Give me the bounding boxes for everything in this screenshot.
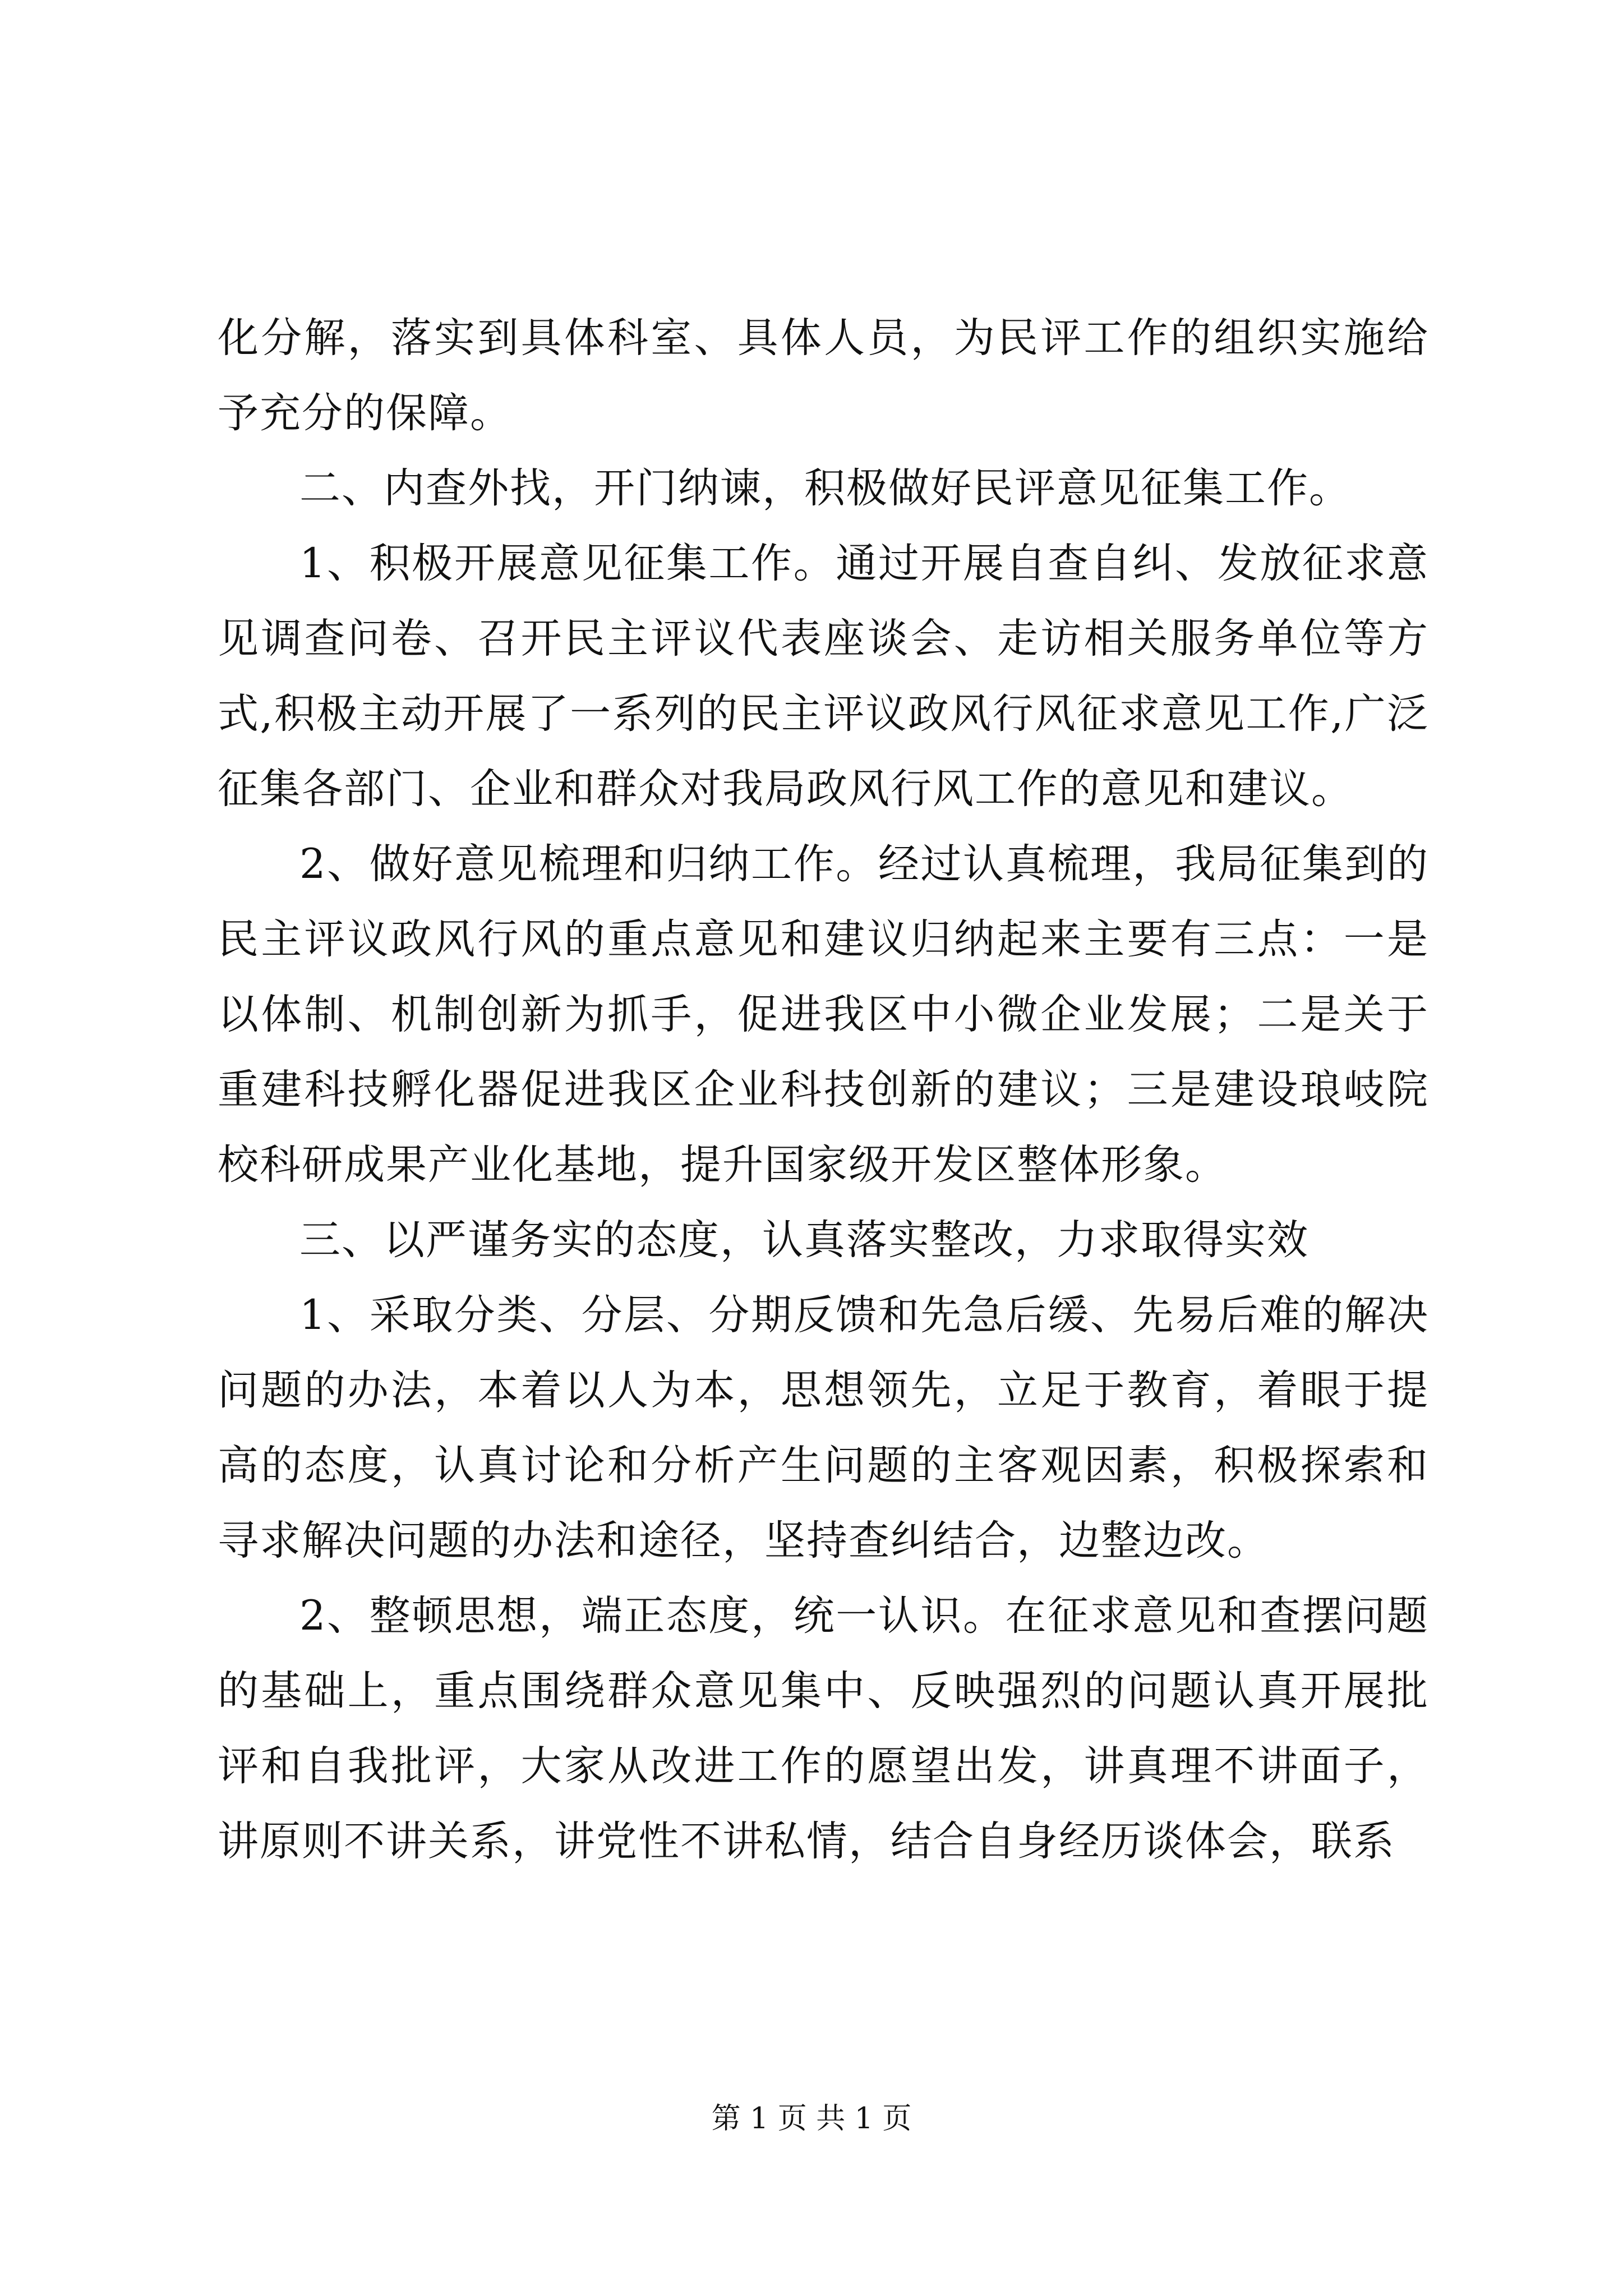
page-footer [0, 2099, 1623, 2138]
paragraph: 1、采取分类、分层、分期反馈和先急后缓、先易后难的解决问题的办法，本着以人为本，思想领先，立足于教育，着眼于提高的态度，认真讨论和分析产生问题的主客观因素，积极探索和寻求解决问题的办法和途径，坚持查纠结合，边整边改。 [218, 1291, 1429, 1565]
paragraph: 2、做好意见梳理和归纳工作。经过认真梳理，我局征集到的民主评议政风行风的重点意见和建议归纳起来主要有三点：一是以体制、机制创新为抓手，促进我区中小微企业发展；二是关于重建科技孵化器促进我区企业科技创新的建议；三是建设琅岐院校科研成果产业化基地，提升国家级开发区整体形象。 [218, 840, 1429, 1189]
section-heading: 二、内查外找，开门纳谏，积极做好民评意见征集工作。 [299, 464, 1351, 512]
page-number-label: 第 1 页 共 1 页 [711, 2102, 912, 2136]
paragraph: 化分解，落实到具体科室、具体人员，为民评工作的组织实施给予充分的保障。 [218, 314, 1429, 437]
paragraph: 2、整顿思想，端正态度，统一认识。在征求意见和查摆问题的基础上，重点围绕群众意见集中、反映强烈的问题认真开展批评和自我批评，大家从改进工作的愿望出发，讲真理不讲面子，讲原则不讲关系，讲党性不讲私情，结合自身经历谈体会，联系 [218, 1592, 1429, 1865]
paragraph: 1、积极开展意见征集工作。通过开展自查自纠、发放征求意见调查问卷、召开民主评议代表座谈会、走访相关服务单位等方式,积极主动开展了一系列的民主评议政风行风征求意见工作,广泛征集各部门、企业和群众对我局政风行风工作的意见和建议。 [218, 540, 1429, 813]
section-heading: 三、以严谨务实的态度，认真落实整改，力求取得实效 [299, 1216, 1309, 1264]
document-body [218, 301, 1429, 1879]
